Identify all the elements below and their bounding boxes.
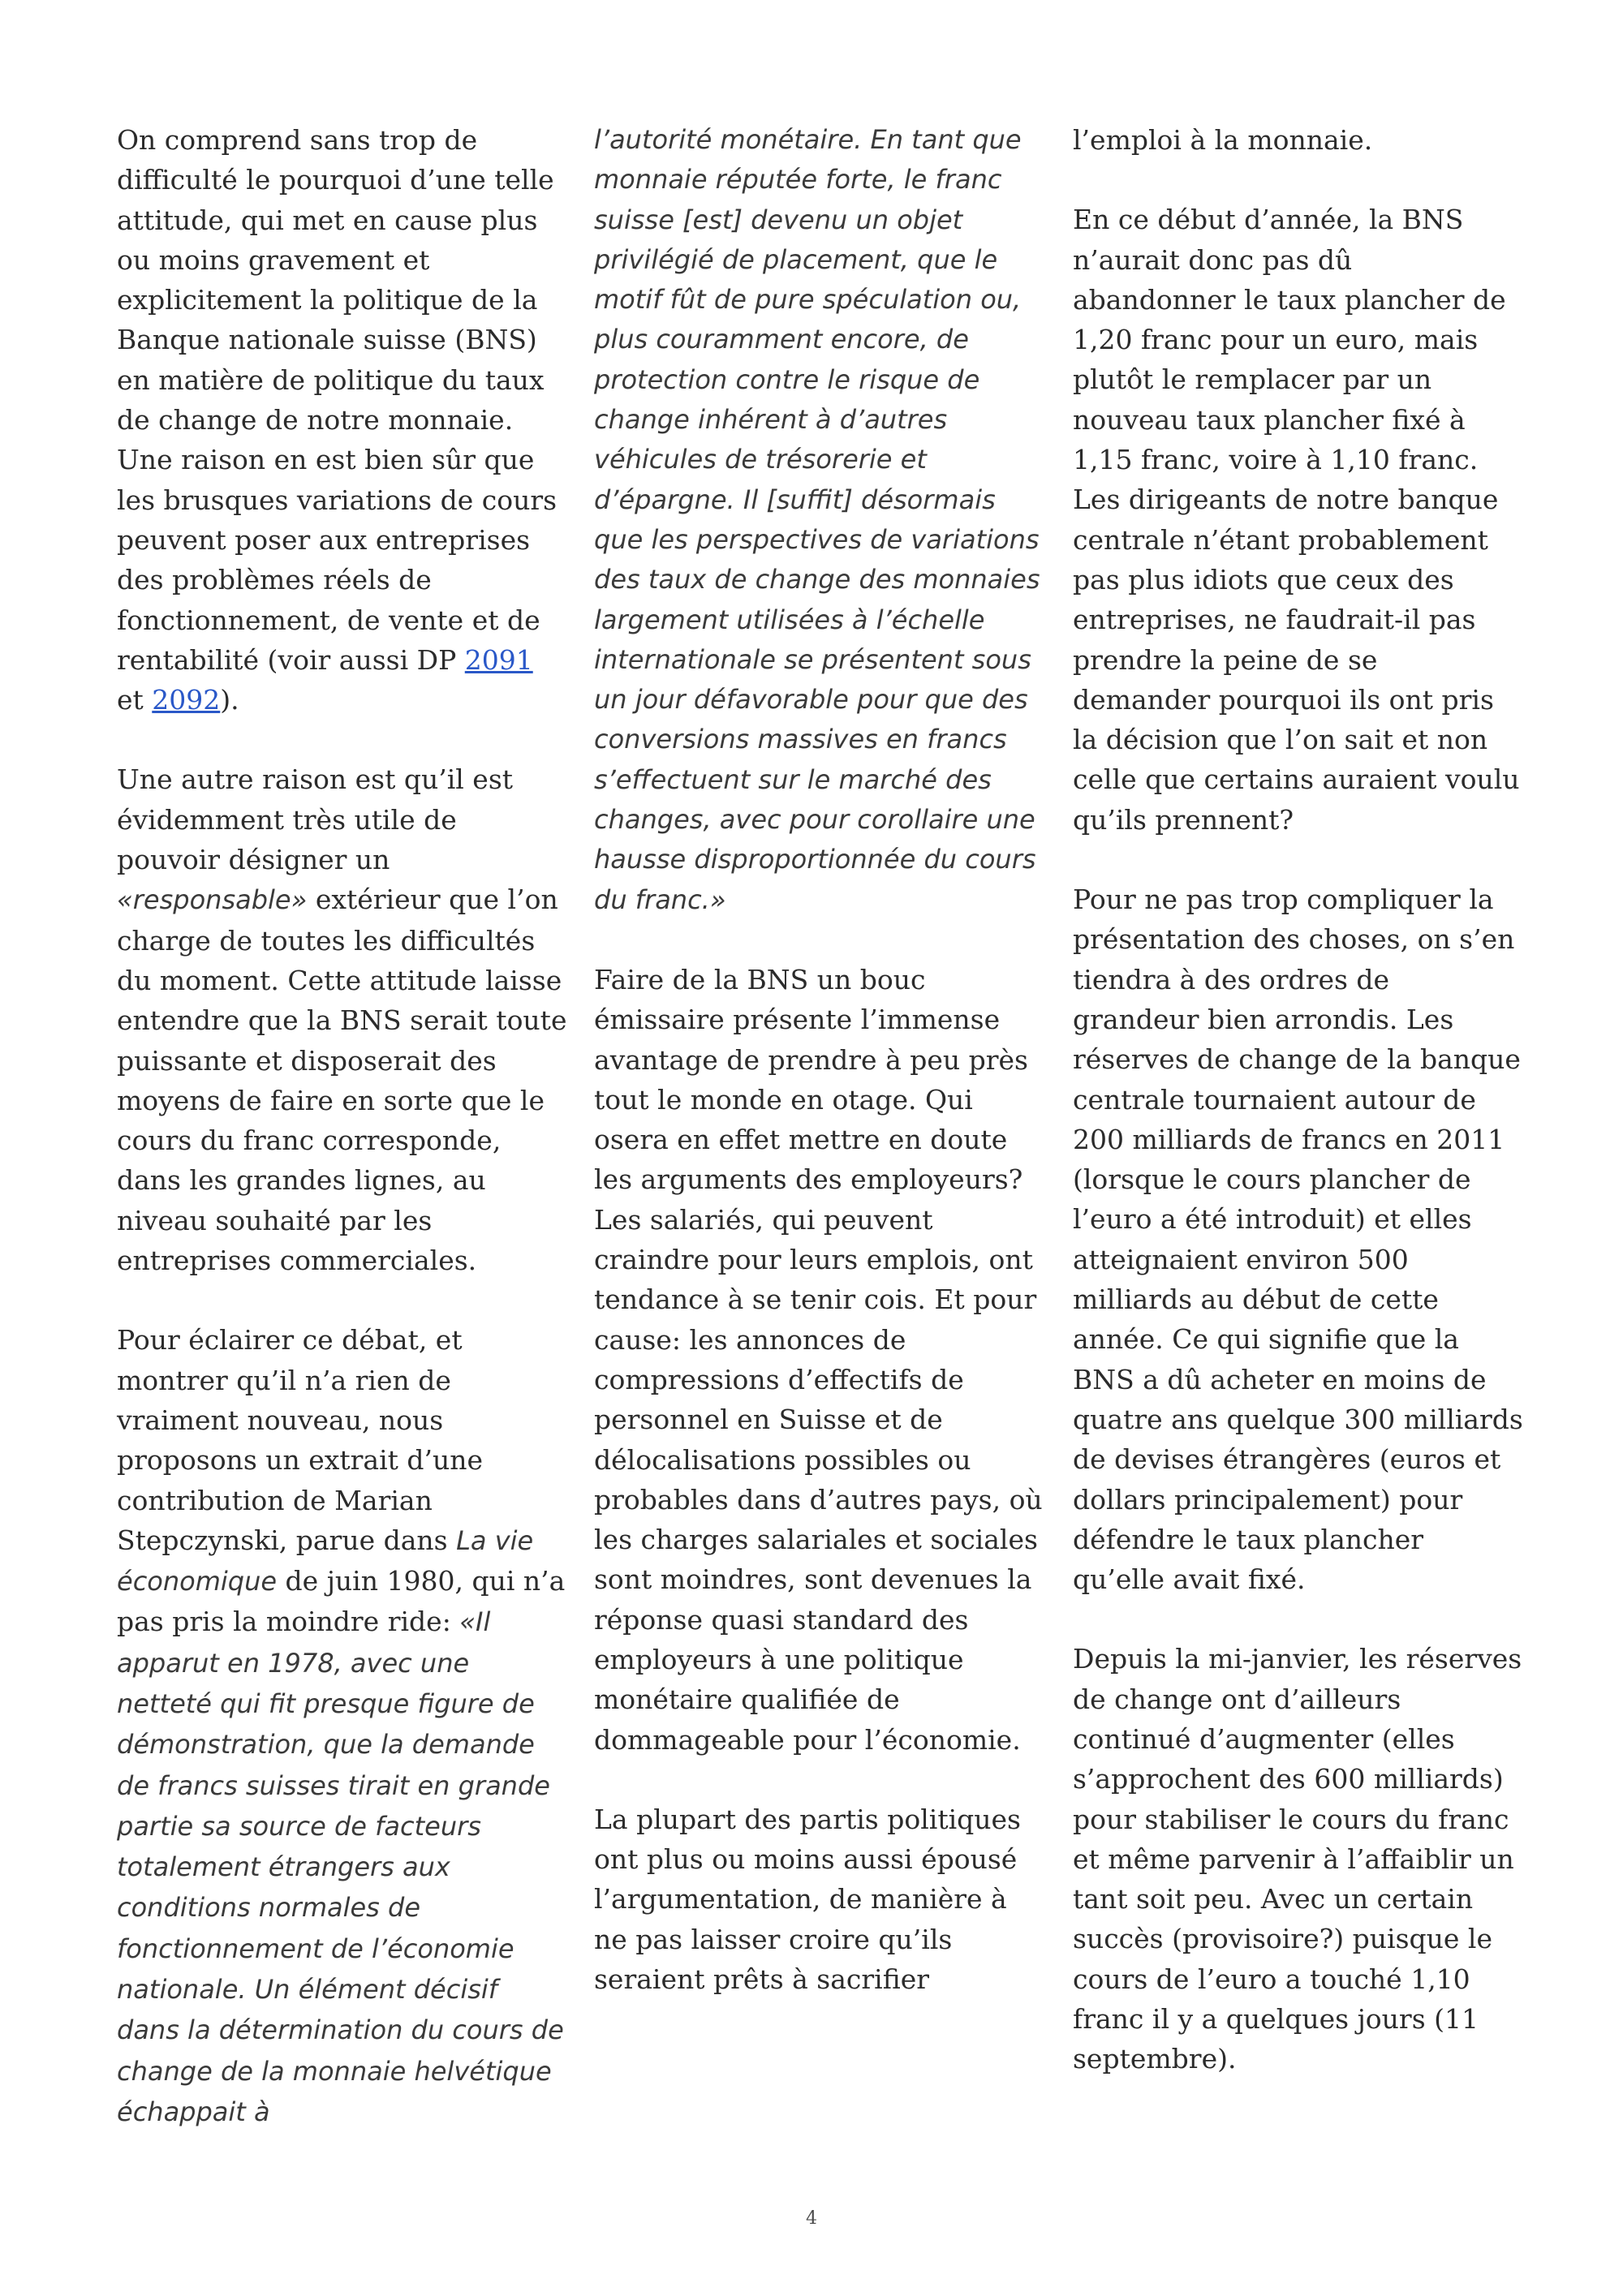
paragraph-text: extérieur que l’on charge de toutes les difficultés du moment. Cette attitude laisse entendre que la BNS serait toute puissante et disposerait des moyens de faire en sorte que le cours du franc corresponde, dans les grandes lignes, au niveau souhaité par les entreprises commerciales. [117,884,567,1277]
paragraph-text: ). [220,684,239,716]
paragraph [117,759,567,1280]
article-link-2092[interactable]: 2092 [152,684,221,716]
text-column-3 [1073,120,1523,2119]
paragraph-text: On comprend sans trop de difficulté le pourquoi d’une telle attitude, qui met en cause plus ou moins gravement et explicitement la politique de la Banque nationale suisse (BNS) en matière de politique du taux de change de notre monnaie. Une raison en est bien sûr que les brusques variations de cours peuvent poser aux entreprises des problèmes réels de fonctionnement, de vente et de rentabilité (voir aussi DP [117,124,558,676]
paragraph: Depuis la mi-janvier, les réserves de change ont d’ailleurs continué d’augmenter (elles s’approchent des 600 milliards) pour stabiliser le cours du franc et même parvenir à l’affaiblir un tant soit peu. Avec un certain succès (provisoire?) puisque le cours de l’euro a touché 1,10 franc il y a quelques jours (11 septembre). [1073,1643,1522,2075]
paragraph: En ce début d’année, la BNS n’aurait donc pas dû abandonner le taux plancher de 1,20 franc pour un euro, mais plutôt le remplacer par un nouveau taux plancher fixé à 1,15 franc, voire à 1,10 franc. Les dirigeants de notre banque centrale n’étant probablement pas plus idiots que ceux des entreprises, ne faudrait-il pas prendre la peine de se demander pourquoi ils ont pris la décision que l’on sait et non celle que certains auraient voulu qu’ils prennent? [1073,204,1520,836]
text-column-2 [594,120,1044,2039]
paragraph-text: de juin 1980, qui n’a pas pris la moindre ride: [117,1565,566,1638]
article-link-2091[interactable]: 2091 [464,643,533,676]
quoted-term: «responsable» [117,884,308,916]
publication-title: La vie économique [117,1524,534,1597]
paragraph: Faire de la BNS un bouc émissaire présente l’immense avantage de prendre à peu près tout le monde en otage. Qui osera en effet mettre en doute les arguments des employeurs? Les salariés, qui peuvent craindre pour leurs emplois, ont tendance à se tenir cois. Et pour cause: les annonces de compressions d’effectifs de personnel en Suisse et de délocalisations possibles ou probables dans d’autres pays, où les charges salariales et sociales sont moindres, sont devenues la réponse quasi standard des employeurs à une politique monétaire qualifiée de dommageable pour l’économie. [594,963,1043,1756]
paragraph: l’emploi à la monnaie. [1073,124,1373,156]
paragraph-text: et [117,684,153,716]
page-number: 4 [806,2208,817,2229]
paragraph-text: Pour éclairer ce débat, et montrer qu’il n’a rien de vraiment nouveau, nous proposons un extrait d’une contribution de Marian Stepczynski, parue dans [117,1324,484,1556]
block-quote: «Il apparut en 1978, avec une netteté qui fit presque figure de démonstration, que la demande de francs suisses tirait en grande partie sa source de facteurs totalement étrangers aux conditions normales de fonctionnement de l’économie nationale. Un élément décisif dans la détermination du cours de change de la monnaie helvétique échappait à [117,1606,564,2127]
paragraph [117,120,567,720]
text-column-1 [117,120,567,2172]
paragraph: Pour ne pas trop compliquer la présentation des choses, on s’en tiendra à des ordres de grandeur bien arrondis. Les réserves de change de la banque centrale tournaient autour de 200 milliards de francs en 2011 (lorsque le cours plancher de l’euro a été introduit) et elles atteignaient environ 500 milliards au début de cette année. Ce qui signifie que la BNS a dû acheter en moins de quatre ans quelque 300 milliards de devises étrangères (euros et dollars principalement) pour défendre le taux plancher qu’elle avait fixé. [1073,884,1523,1596]
paragraph-text: Une autre raison est qu’il est évidemment très utile de pouvoir désigner un [117,763,514,876]
block-quote: l’autorité monétaire. En tant que monnaie réputée forte, le franc suisse [est] devenu un objet privilégié de placement, que le motif fût de pure spéculation ou, plus couramment encore, de protection contre le risque de change inhérent à d’autres véhicules de trésorerie et d’épargne. Il [suffit] désormais que les perspectives de variations des taux de change des monnaies largement utilisées à l’échelle internationale se présentent sous un jour défavorable pour que des conversions massives en francs s’effectuent sur le marché des changes, avec pour corollaire une hausse disproportionnée du cours du franc.» [594,124,1040,915]
paragraph [117,1320,567,2132]
paragraph: La plupart des partis politiques ont plus ou moins aussi épousé l’argumentation, de manière à ne pas laisser croire qu’ils seraient prêts à sacrifier [594,1803,1021,1996]
